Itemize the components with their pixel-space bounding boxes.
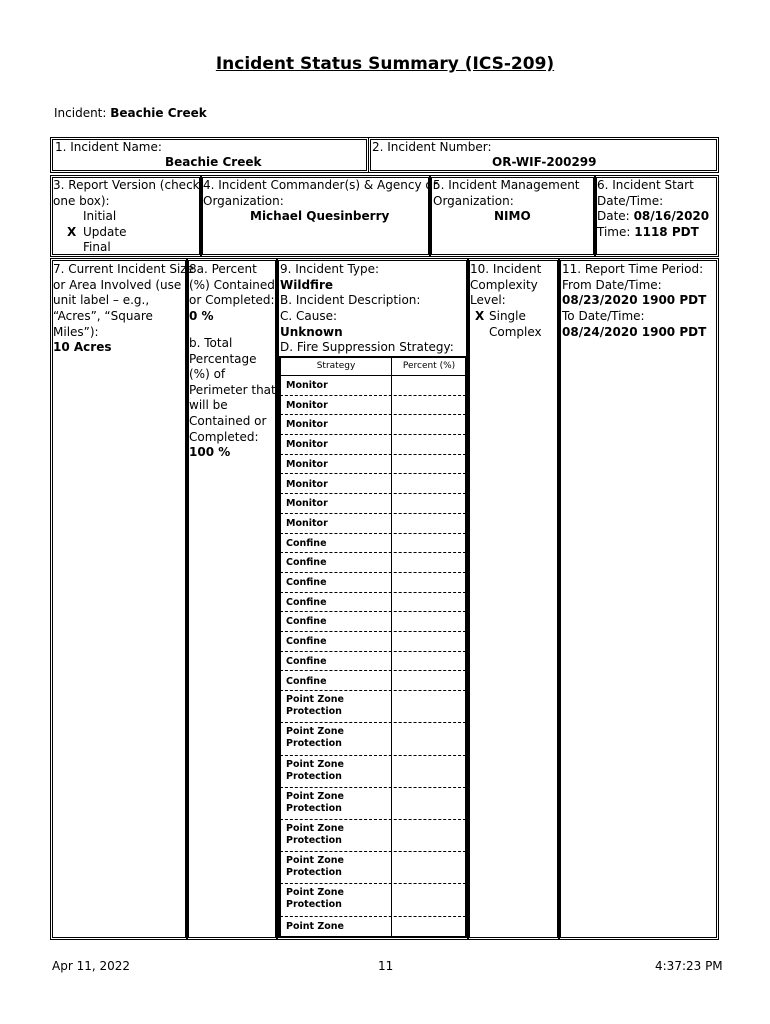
strategy-row [280,435,466,455]
strategy-row [280,820,466,852]
percent-a-label-3: or Completed: [189,293,275,307]
strategy-name-line: Protection [286,835,342,846]
strategy-name-line: Monitor [286,439,328,451]
incident-type-value: Wildfire [280,278,334,292]
strategy-name-line: Protection [286,738,342,750]
percent-b-label-4: Perimeter that [189,383,276,397]
strategy-name [286,400,328,412]
start-time-label: Time: [597,225,631,239]
complexity-mark: X [475,309,485,323]
strategy-name [286,887,344,911]
strategy-row [280,723,466,755]
strategy-row [280,396,466,416]
footer-page: 11 [378,959,394,973]
size-label-4: “Acres”, “Square [53,309,153,323]
incident-description-label: B. Incident Description: [280,293,421,307]
strategy-name [286,597,327,609]
strategy-name-line: Point Zone [286,790,344,802]
strategy-name-line: Confine [286,616,327,628]
incident-line [54,106,207,120]
complexity-label-3: Level: [470,293,506,307]
commander-value: Michael Quesinberry [250,209,390,223]
strategy-name-line: Monitor [286,498,328,510]
strategy-name [286,479,328,491]
start-date-value: 08/16/2020 [633,209,710,223]
complexity-label-1: 10. Incident [470,262,542,276]
box-incident-size [50,258,188,940]
incident-type-label: 9. Incident Type: [280,262,380,276]
page-title: Incident Status Summary (ICS-209) [215,54,555,74]
strategy-row [280,652,466,672]
strategy-name-line: Confine [286,596,327,608]
strategy-name [286,694,344,718]
strategy-name [286,823,344,847]
incident-value: Beachie Creek [110,106,207,120]
percent-a-label-2: (%) Contained [189,278,275,292]
management-org-label-2: Organization: [433,194,514,208]
to-value: 08/24/2020 1900 PDT [562,325,707,339]
strategy-row [280,415,466,435]
start-label-1: 6. Incident Start [597,178,694,192]
strategy-name-line: Monitor [286,380,328,391]
strategy-name-line: Monitor [286,517,328,529]
size-label-3: unit label – e.g., [53,293,150,307]
start-date-label: Date: [597,209,630,223]
size-label-1: 7. Current Incident Size [53,262,194,276]
strategy-row [280,917,466,937]
strategy-label: D. Fire Suppression Strategy: [280,340,454,354]
strategy-name-line: Confine [286,636,327,648]
strategy-name [286,636,327,648]
incident-number-label: 2. Incident Number: [372,140,492,154]
footer-date: Apr 11, 2022 [52,959,131,973]
strategy-name [286,518,328,530]
strategy-column-header: Strategy [316,361,356,371]
strategy-name [286,419,328,431]
strategy-row [280,593,466,613]
strategy-row [280,573,466,593]
cause-value: Unknown [280,325,343,339]
size-value: 10 Acres [53,340,112,354]
incident-number-value: OR-WIF-200299 [492,155,597,169]
start-time [597,225,699,241]
report-period-label: 11. Report Time Period: [562,262,704,276]
start-date [597,209,709,225]
strategy-row [280,691,466,723]
report-version-label-2: one box): [53,194,110,208]
from-value: 08/23/2020 1900 PDT [562,293,707,307]
complexity-option-2: Complex [489,325,542,339]
strategy-row [280,672,466,692]
strategy-name [286,538,327,550]
strategy-name [286,726,344,750]
strategy-name-line: Point Zone [286,694,344,706]
strategy-row [280,852,466,884]
strategy-name [286,676,327,688]
strategy-name [286,616,327,628]
strategy-name-line: Point Zone [286,823,344,834]
strategy-name-line: Monitor [286,419,328,431]
strategy-row [280,756,466,788]
size-label-2: or Area Involved (use [53,278,182,292]
strategy-row [280,632,466,652]
percent-column-header: Percent (%) [402,361,456,371]
strategy-name-line: Protection [286,899,342,911]
strategy-name-line: Protection [286,770,342,782]
percent-b-label-6: Contained or [189,414,267,428]
strategy-name [286,380,328,392]
complexity-option-1: Single [489,309,526,323]
strategy-row [280,376,466,396]
percent-b-label-3: (%) of [189,367,226,381]
box-report-period [558,258,719,940]
strategy-name [286,498,328,510]
report-version-label-1: 3. Report Version (check [53,178,200,192]
strategy-name [286,921,344,933]
strategy-name [286,656,327,668]
incident-label: Incident: [54,106,107,120]
strategy-name-line: Point Zone [286,920,344,932]
option-final: Final [83,240,111,254]
start-time-value: 1118 PDT [634,225,699,239]
strategy-name-line: Monitor [286,399,328,411]
incident-name-label: 1. Incident Name: [55,140,162,154]
management-org-label-1: 5. Incident Management [433,178,580,192]
percent-b-label-5: will be [189,398,228,412]
start-label-2: Date/Time: [597,194,664,208]
strategy-row [280,884,466,916]
to-label: To Date/Time: [562,309,645,323]
strategy-name [286,439,328,451]
percent-b-label-1: b. Total [189,336,233,350]
strategy-name-line: Protection [286,802,342,814]
percent-b-value: 100 % [189,445,231,459]
footer-time: 4:37:23 PM [655,959,723,973]
strategy-name [286,791,344,815]
strategy-name-line: Point Zone [286,855,344,867]
strategy-name-line: Point Zone [286,726,344,738]
strategy-row [280,612,466,632]
strategy-row [280,475,466,495]
strategy-name-line: Confine [286,557,327,569]
cause-label: C. Cause: [280,309,338,323]
from-label: From Date/Time: [562,278,662,292]
box-complexity [467,258,560,940]
strategy-name-line: Monitor [286,458,328,470]
percent-b-label-7: Completed: [189,430,259,444]
commander-label-1: 4. Incident Commander(s) & Agency or [203,178,438,192]
complexity-label-2: Complexity [470,278,538,292]
percent-b-label-2: Percentage [189,352,257,366]
strategy-name-line: Confine [286,577,327,588]
strategy-name-line: Confine [286,537,327,549]
strategy-row [280,494,466,514]
strategy-name-line: Confine [286,655,327,667]
option-update: Update [83,225,127,239]
strategy-name-line: Point Zone [286,887,344,899]
strategy-row [280,788,466,820]
strategy-name-line: Confine [286,675,327,687]
percent-a-value: 0 % [189,309,214,323]
strategy-name-line: Point Zone [286,758,344,770]
option-initial: Initial [83,209,117,223]
commander-label-2: Organization: [203,194,284,208]
option-update-mark: X [67,225,77,239]
strategy-row [280,514,466,534]
strategy-name [286,759,344,783]
strategy-name-line: Protection [286,706,342,718]
strategy-name [286,459,328,471]
strategy-name [286,577,327,589]
incident-name-value: Beachie Creek [165,155,262,169]
strategy-row [280,455,466,475]
management-org-value: NIMO [494,209,531,223]
strategy-row [280,534,466,554]
strategy-name-line: Monitor [286,478,328,490]
strategy-name [286,557,327,569]
strategy-name-line: Protection [286,867,342,879]
percent-a-label-1: 8a. Percent [189,262,257,276]
strategy-row [280,553,466,573]
size-label-5: Miles”): [53,325,99,339]
strategy-name [286,855,344,879]
